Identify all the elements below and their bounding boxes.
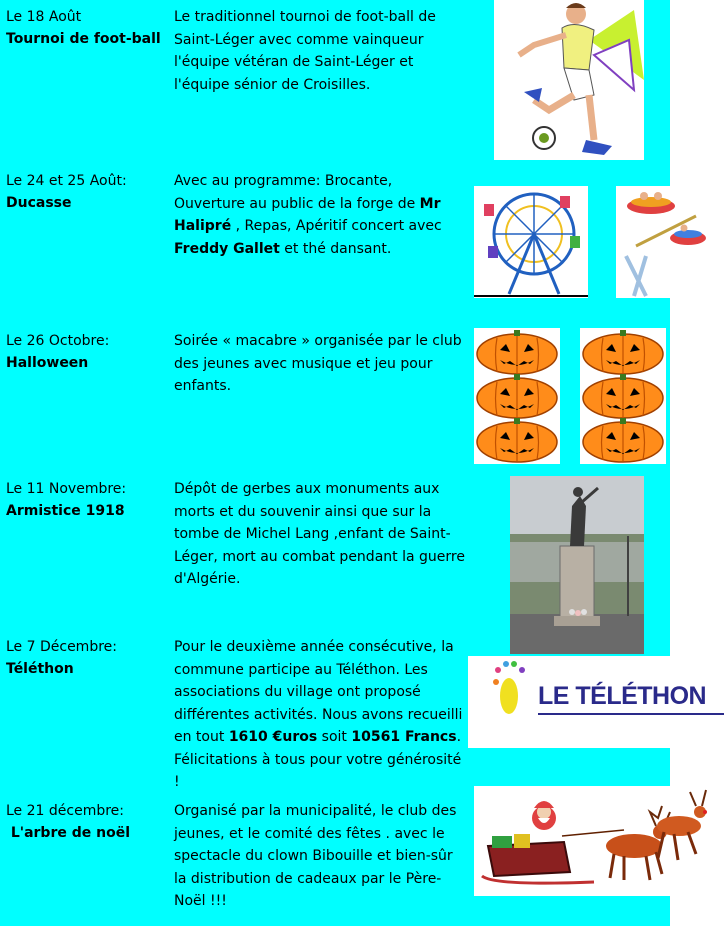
pumpkins-right-icon xyxy=(580,328,666,464)
event-date: Le 11 Novembre: xyxy=(6,481,127,497)
event-date: Le 18 Août xyxy=(6,9,82,25)
football-player-icon xyxy=(494,0,644,160)
telethon-logo-text: LE TÉLÉTHON xyxy=(538,682,707,710)
event-date-block xyxy=(6,330,109,374)
carnival-ride-icon xyxy=(616,186,710,298)
event-title: Armistice 1918 xyxy=(6,503,125,519)
event-description: Soirée « macabre » organisée par le club des jeunes avec musique et jeu pour enfants. xyxy=(174,333,462,394)
event-date-block xyxy=(6,636,117,680)
event-title: Tournoi de foot-ball xyxy=(6,31,161,47)
event-description: Dépôt de gerbes aux monuments aux morts et du souvenir ainsi que sur la tombe de Michel Lang ,enfant de Saint-Léger, mort au combat pendant la guerre d'Algérie. xyxy=(174,481,465,587)
event-date: Le 7 Décembre: xyxy=(6,639,117,655)
ferris-wheel-icon xyxy=(474,186,588,298)
event-title: Ducasse xyxy=(6,195,72,211)
event-date-block xyxy=(6,478,126,522)
event-title: L'arbre de noël xyxy=(6,825,130,841)
event-date-block xyxy=(6,800,130,844)
event-date: Le 24 et 25 Août: xyxy=(6,173,127,189)
event-description: Organisé par la municipalité, le club des jeunes, et le comité des fêtes . avec le spectacle du clown Bibouille et bien-sûr la distribution de cadeaux par le Père-Noël !!! xyxy=(174,803,457,909)
war-memorial-photo xyxy=(510,476,644,654)
pumpkins-left-icon xyxy=(474,328,560,464)
event-date: Le 26 Octobre: xyxy=(6,333,110,349)
event-title: Halloween xyxy=(6,355,89,371)
event-description: Le traditionnel tournoi de foot-ball de Saint-Léger avec comme vainqueur l'équipe vétéran de Saint-Léger et l'équipe sénior de Croisilles. xyxy=(174,9,436,93)
event-title: Téléthon xyxy=(6,661,74,677)
event-description: Avec au programme: Brocante, Ouverture au public de la forge de Mr Halipré , Repas, Apéritif concert avec Freddy Gallet et thé dansant. xyxy=(174,173,442,257)
santa-sleigh-icon xyxy=(474,786,710,896)
event-date: Le 21 décembre: xyxy=(6,803,124,819)
telethon-logo xyxy=(468,656,726,748)
event-date-block xyxy=(6,6,161,50)
event-description: Pour le deuxième année consécutive, la commune participe au Téléthon. Les associations du village ont proposé différentes activités. Nous avons recueilli en tout 1610 €uros soit 10561 Francs. Félicitations à tous pour votre générosité ! xyxy=(174,639,463,790)
event-date-block xyxy=(6,170,127,214)
